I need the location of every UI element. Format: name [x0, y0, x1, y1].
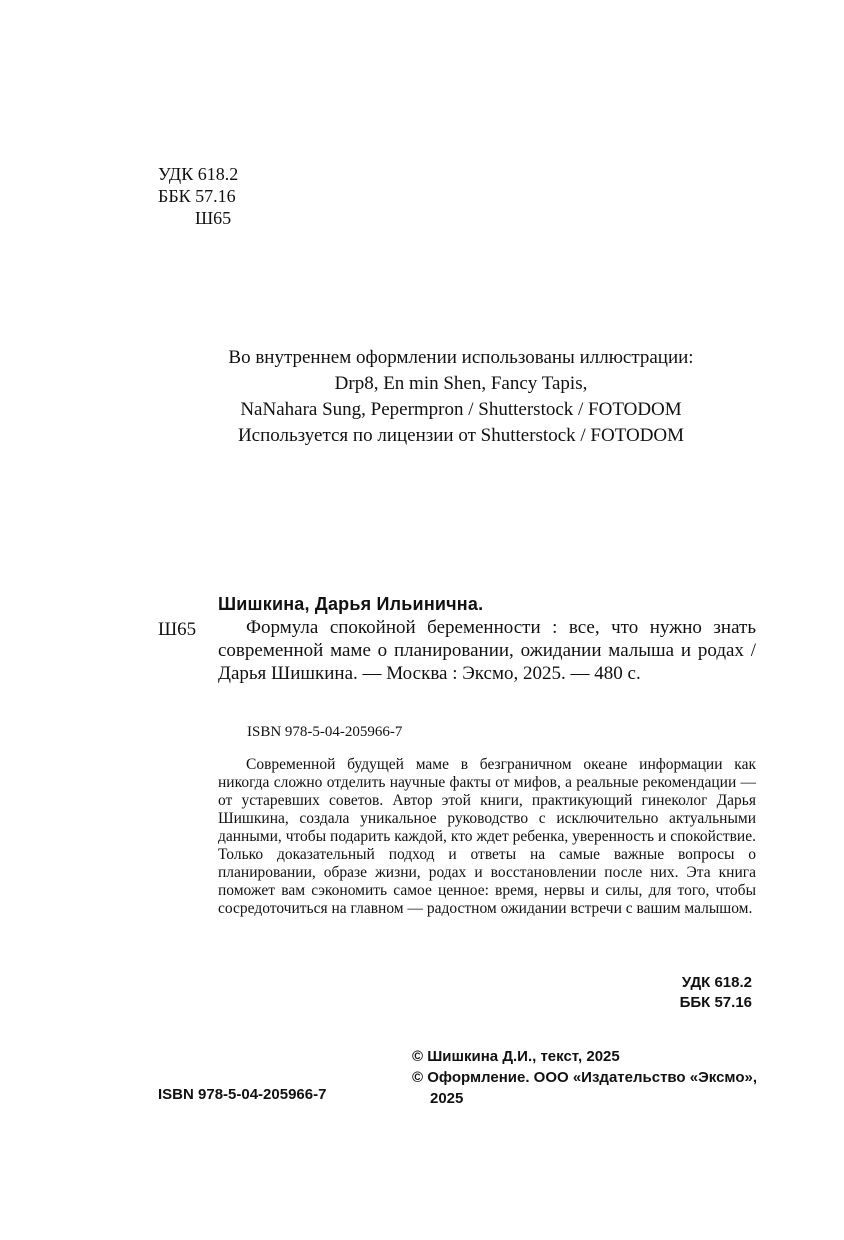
catalog-author: Шишкина, Дарья Ильинична. — [218, 594, 484, 614]
catalog-bbk: ББК 57.16 — [679, 994, 752, 1011]
catalog-udk: УДК 618.2 — [681, 974, 752, 991]
udk-code: УДК 618.2 — [158, 164, 239, 184]
footer-isbn: ISBN 978-5-04-205966-7 — [158, 1086, 327, 1103]
copyright-block — [412, 1046, 772, 1109]
credits-line: Во внутреннем оформлении использованы иллюстрации: — [228, 347, 694, 368]
catalog-classification-codes — [600, 973, 752, 1013]
credits-line: Drp8, En min Shen, Fancy Tapis, — [334, 373, 588, 394]
copyright-design: © Оформление. ООО «Издательство «Эксмо», — [412, 1069, 757, 1086]
bbk-code: ББК 57.16 — [158, 186, 236, 206]
author-mark: Ш65 — [195, 208, 232, 228]
illustration-credits — [100, 345, 822, 449]
catalog-author-mark: Ш65 — [158, 619, 197, 640]
credits-line: NaNahara Sung, Pepermpron / Shutterstock / FOTODOM — [240, 399, 682, 420]
catalog-isbn: ISBN 978-5-04-205966-7 — [247, 724, 403, 740]
copyright-design-year: 2025 — [430, 1090, 464, 1107]
copyright-text: © Шишкина Д.И., текст, 2025 — [412, 1048, 620, 1065]
credits-line: Используется по лицензии от Shutterstock / FOTODOM — [237, 425, 685, 446]
book-annotation: Современной будущей маме в безграничном океане информации как никогда сложно отделить научные факты от мифов, а реальные рекомендации — от устаревших советов. Автор этой книги, практикующий гинеколог Дарья Шишкина, создала уникальное руководство с исключительно актуальными данными, чтобы подарить каждой, кто ждет ребенка, уверенность и спокойствие. Только доказательный подход и ответы на самые важные вопросы о планировании, образе жизни, родах и восстановлении после них. Эта книга поможет вам сэкономить самое ценное: время, нервы и силы, для того, чтобы сосредоточиться на главном — радостном ожидании встречи с вашим малышом. — [218, 756, 756, 917]
top-classification-codes — [158, 163, 238, 229]
catalog-description: Формула спокойной беременности : все, что нужно знать современной маме о планировании, ожидании малыша и родах / Дарья Шишкина. — Москва : Эксмо, 2025. — 480 с. — [218, 617, 756, 684]
